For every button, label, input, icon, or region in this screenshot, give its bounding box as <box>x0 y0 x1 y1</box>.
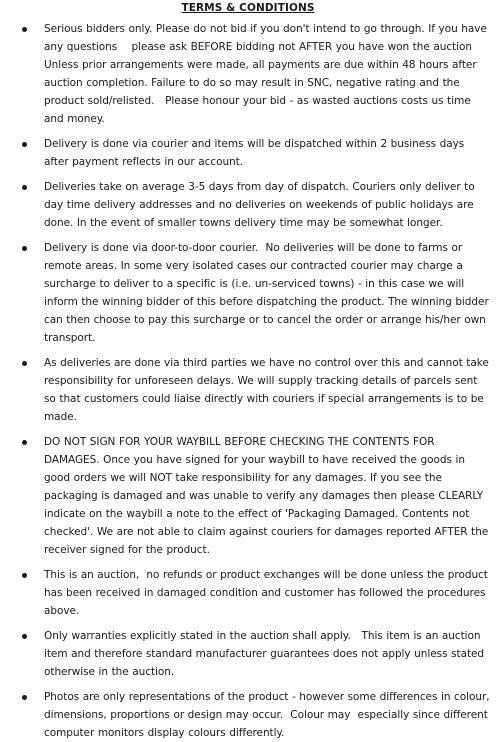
terms-item <box>0 433 496 559</box>
terms-item <box>0 239 496 347</box>
terms-item <box>0 354 496 426</box>
bullet-icon <box>22 27 27 32</box>
terms-item-text: This is an auction, no refunds or product exchanges will be done unless the product has been received in damaged condition and customer has followed the procedures above. <box>44 569 492 617</box>
bullet-icon <box>22 573 27 578</box>
bullet-icon <box>22 440 27 445</box>
page-title: TERMS & CONDITIONS <box>181 2 315 14</box>
terms-list <box>0 20 496 742</box>
terms-item-text: Only warranties explicitly stated in the auction shall apply. This item is an auction item and therefore standard manufacturer guarantees does not apply unless stated otherwise in the auction. <box>44 630 488 678</box>
terms-item <box>0 688 496 742</box>
terms-item <box>0 627 496 681</box>
terms-item-text: DO NOT SIGN FOR YOUR WAYBILL BEFORE CHECKING THE CONTENTS FOR DAMAGES. Once you have signed for your waybill to have received the goods in good orders we will NOT take responsibility for any damages. If you see the packaging is damaged and was unable to verify any damages then please CLEARLY indicate on the waybill a note to the effect of 'Packaging Damaged. Contents not checked'. We are not able to claim against couriers for damages reported AFTER the receiver signed for the product. <box>44 436 492 556</box>
terms-item <box>0 178 496 232</box>
terms-item <box>0 20 496 128</box>
terms-item-text: Deliveries take on average 3-5 days from day of dispatch. Couriers only deliver to day time delivery addresses and no deliveries on weekends of public holidays are done. In the event of smaller towns delivery time may be somewhat longer. <box>44 181 479 229</box>
terms-item-text: As deliveries are done via third parties we have no control over this and cannot take responsibility for unforeseen delays. We will supply tracking details of parcels sent so that customers could liaise directly with couriers if special arrangements is to be made. <box>44 357 493 423</box>
terms-item <box>0 566 496 620</box>
terms-item-text: Photos are only representations of the product - however some differences in colour, dimensions, proportions or design may occur. Colour may especially since different computer monitors display colours differently. <box>44 691 494 739</box>
terms-item <box>0 135 496 171</box>
bullet-icon <box>22 185 27 190</box>
bullet-icon <box>22 695 27 700</box>
terms-item-text: Delivery is done via door-to-door courier. No deliveries will be done to farms or remote areas. In some very isolated cases our contracted courier may charge a surcharge to deliver to a specific is (i.e. un-serviced towns) - in this case we will inform the winning bidder of this before dispatching the product. The winning bidder can then choose to pay this surcharge or to cancel the order or arrange his/her own transport. <box>44 242 493 344</box>
bullet-icon <box>22 142 27 147</box>
terms-item-text: Delivery is done via courier and items will be dispatched within 2 business days after payment reflects in our account. <box>44 138 468 168</box>
bullet-icon <box>22 634 27 639</box>
terms-item-text: Serious bidders only. Please do not bid if you don't intend to go through. If you have any questions please ask BEFORE bidding not AFTER you have won the auction Unless prior arrangements were made, all payments are due within 48 hours after auction completion. Failure to do so may result in SNC, negative rating and the product sold/relisted. Please honour your bid - as wasted auctions costs us time and money. <box>44 23 491 125</box>
bullet-icon <box>22 361 27 366</box>
bullet-icon <box>22 246 27 251</box>
